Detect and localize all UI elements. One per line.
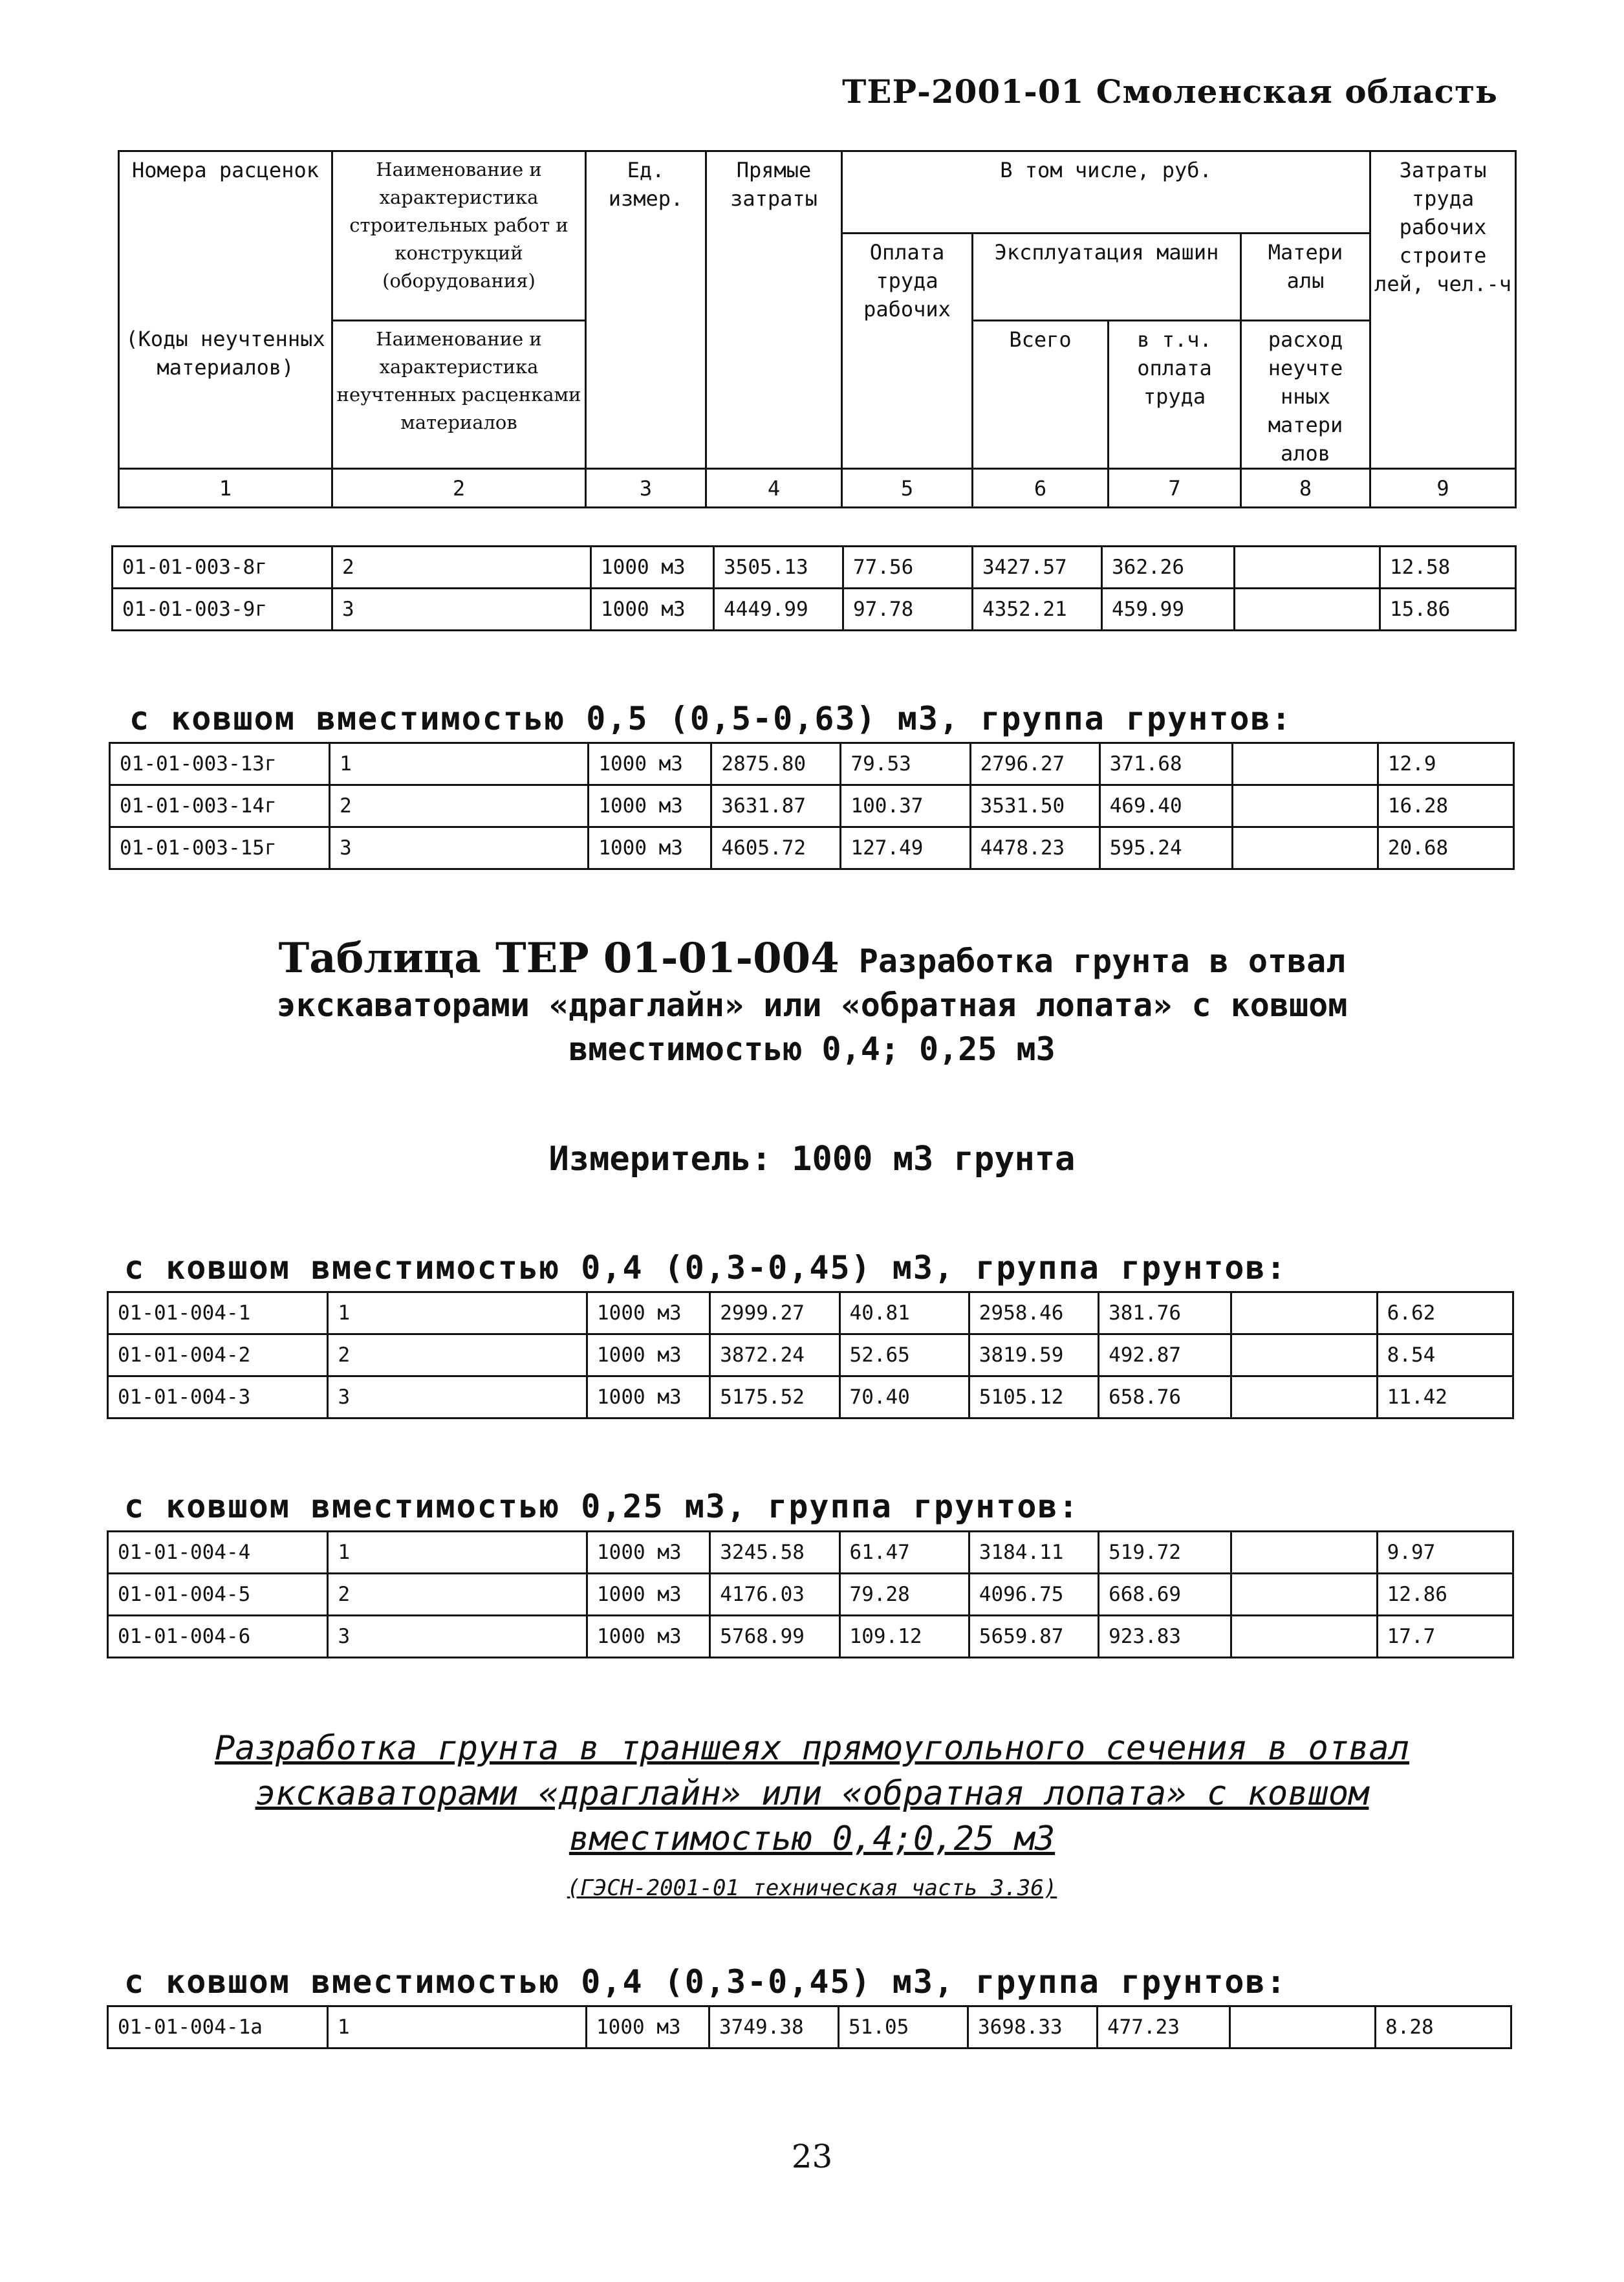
machine-cost: 2796.27 bbox=[970, 743, 1099, 785]
unit: 1000 м3 bbox=[589, 785, 711, 827]
labor-cost: 109.12 bbox=[839, 1616, 969, 1658]
table-row bbox=[108, 1574, 1513, 1616]
rate-code: 01-01-004-4 bbox=[108, 1532, 328, 1574]
labor-cost: 79.28 bbox=[839, 1574, 969, 1616]
table-title-line2: экскаваторами «драглайн» или «обратная лопата» с ковшом bbox=[276, 986, 1348, 1024]
work-name: 2 bbox=[328, 1574, 587, 1616]
machine-labor-cost: 381.76 bbox=[1099, 1292, 1231, 1334]
col-num: 2 bbox=[332, 469, 586, 508]
unit: 1000 м3 bbox=[589, 827, 711, 869]
material-cost bbox=[1232, 743, 1378, 785]
labor-cost: 77.56 bbox=[843, 547, 973, 589]
unit: 1000 м3 bbox=[587, 1376, 710, 1418]
machine-labor-cost: 595.24 bbox=[1099, 827, 1232, 869]
col-num: 1 bbox=[119, 469, 332, 508]
work-name: 2 bbox=[332, 547, 591, 589]
labor-hours: 12.86 bbox=[1377, 1574, 1513, 1616]
col8-top: Матери алы bbox=[1241, 234, 1370, 321]
work-name: 3 bbox=[328, 1616, 587, 1658]
material-cost bbox=[1230, 2006, 1376, 2048]
labor-cost: 52.65 bbox=[839, 1334, 969, 1376]
table-row bbox=[108, 1616, 1513, 1658]
work-name: 1 bbox=[328, 1532, 587, 1574]
machine-labor-cost: 668.69 bbox=[1099, 1574, 1231, 1616]
table-row bbox=[113, 589, 1516, 631]
section-heading-d: с ковшом вместимостью 0,25 м3, группа грунтов: bbox=[124, 1488, 1079, 1525]
rate-code: 01-01-004-1а bbox=[108, 2006, 328, 2048]
material-cost bbox=[1231, 1376, 1377, 1418]
unit: 1000 м3 bbox=[587, 1532, 710, 1574]
col-num: 6 bbox=[973, 469, 1109, 508]
col5-header: Оплата труда рабочих bbox=[842, 234, 973, 469]
rate-code: 01-01-003-9г bbox=[113, 589, 332, 631]
table-title bbox=[0, 934, 1624, 1071]
direct-cost: 4449.99 bbox=[714, 589, 843, 631]
col-num: 5 bbox=[842, 469, 973, 508]
labor-hours: 9.97 bbox=[1377, 1532, 1513, 1574]
labor-cost: 70.40 bbox=[839, 1376, 969, 1418]
direct-cost: 2875.80 bbox=[711, 743, 841, 785]
direct-cost: 2999.27 bbox=[710, 1292, 839, 1334]
machine-labor-cost: 469.40 bbox=[1099, 785, 1232, 827]
labor-hours: 12.9 bbox=[1378, 743, 1513, 785]
unit: 1000 м3 bbox=[591, 547, 714, 589]
rate-code: 01-01-004-5 bbox=[108, 1574, 328, 1616]
col9-header: Затраты труда рабочих строите лей, чел.-ч bbox=[1370, 151, 1516, 469]
unit: 1000 м3 bbox=[587, 1574, 710, 1616]
group-header: В том числе, руб. bbox=[842, 151, 1370, 234]
labor-cost: 40.81 bbox=[839, 1292, 969, 1334]
measure-unit: Измеритель: 1000 м3 грунта bbox=[548, 1140, 1076, 1179]
labor-hours: 16.28 bbox=[1378, 785, 1513, 827]
col4-header: Прямые затраты bbox=[706, 151, 842, 469]
col2-top: Наименование и характеристика строительных работ и конструкций (оборудования) bbox=[332, 151, 586, 321]
machine-labor-cost: 477.23 bbox=[1098, 2006, 1230, 2048]
labor-cost: 79.53 bbox=[841, 743, 970, 785]
work-name: 1 bbox=[330, 743, 589, 785]
table-row bbox=[113, 547, 1516, 589]
labor-cost: 61.47 bbox=[839, 1532, 969, 1574]
col1-bottom: (Коды неучтенных материалов) bbox=[119, 321, 332, 469]
machine-labor-cost: 519.72 bbox=[1099, 1532, 1231, 1574]
machine-labor-cost: 492.87 bbox=[1099, 1334, 1231, 1376]
table-title-line1: Разработка грунта в отвал bbox=[858, 942, 1346, 980]
table-row bbox=[110, 827, 1514, 869]
rates-table-d bbox=[107, 1530, 1514, 1658]
direct-cost: 5175.52 bbox=[710, 1376, 839, 1418]
direct-cost: 4605.72 bbox=[711, 827, 841, 869]
unit: 1000 м3 bbox=[587, 2006, 709, 2048]
machine-cost: 3698.33 bbox=[968, 2006, 1098, 2048]
work-name: 1 bbox=[328, 1292, 587, 1334]
labor-cost: 51.05 bbox=[839, 2006, 968, 2048]
direct-cost: 3872.24 bbox=[710, 1334, 839, 1376]
work-name: 2 bbox=[328, 1334, 587, 1376]
work-name: 1 bbox=[328, 2006, 587, 2048]
subtitle bbox=[0, 1726, 1624, 1911]
work-name: 3 bbox=[330, 827, 589, 869]
machine-cost: 5105.12 bbox=[969, 1376, 1098, 1418]
material-cost bbox=[1231, 1616, 1377, 1658]
unit: 1000 м3 bbox=[589, 743, 711, 785]
subtitle-line3: вместимостью 0,4;0,25 м3 bbox=[568, 1820, 1056, 1858]
section-heading-b: с ковшом вместимостью 0,5 (0,5-0,63) м3, группа грунтов: bbox=[129, 700, 1292, 737]
subtitle-line2: экскаваторами «драглайн» или «обратная лопата» с ковшом bbox=[255, 1774, 1369, 1813]
rates-table-c bbox=[107, 1291, 1514, 1419]
rate-code: 01-01-004-2 bbox=[108, 1334, 328, 1376]
unit: 1000 м3 bbox=[587, 1334, 710, 1376]
machine-labor-cost: 371.68 bbox=[1099, 743, 1232, 785]
machine-labor-cost: 459.99 bbox=[1102, 589, 1235, 631]
labor-hours: 20.68 bbox=[1378, 827, 1513, 869]
rate-code: 01-01-003-15г bbox=[110, 827, 330, 869]
material-cost bbox=[1231, 1334, 1377, 1376]
unit: 1000 м3 bbox=[587, 1292, 710, 1334]
subtitle-note: (ГЭСН-2001-01 техническая часть 3.36) bbox=[567, 1875, 1057, 1901]
direct-cost: 3749.38 bbox=[709, 2006, 839, 2048]
table-row bbox=[108, 1334, 1513, 1376]
machine-labor-cost: 658.76 bbox=[1099, 1376, 1231, 1418]
column-header-table bbox=[118, 150, 1517, 508]
running-header: ТЕР-2001-01 Смоленская область bbox=[842, 72, 1498, 111]
page-number: 23 bbox=[791, 2138, 833, 2175]
work-name: 2 bbox=[330, 785, 589, 827]
direct-cost: 5768.99 bbox=[710, 1616, 839, 1658]
labor-cost: 100.37 bbox=[841, 785, 970, 827]
col-num: 8 bbox=[1241, 469, 1370, 508]
col-num: 3 bbox=[586, 469, 706, 508]
rates-table-e bbox=[107, 2005, 1512, 2049]
labor-hours: 12.58 bbox=[1380, 547, 1516, 589]
machine-cost: 3819.59 bbox=[969, 1334, 1098, 1376]
unit: 1000 м3 bbox=[587, 1616, 710, 1658]
rate-code: 01-01-003-14г bbox=[110, 785, 330, 827]
direct-cost: 3631.87 bbox=[711, 785, 841, 827]
section-heading-c: с ковшом вместимостью 0,4 (0,3-0,45) м3, группа грунтов: bbox=[124, 1249, 1287, 1287]
table-row bbox=[110, 743, 1514, 785]
col6-header: Всего bbox=[973, 321, 1109, 469]
labor-hours: 8.54 bbox=[1377, 1334, 1513, 1376]
material-cost bbox=[1232, 827, 1378, 869]
col-num: 4 bbox=[706, 469, 842, 508]
machine-cost: 4352.21 bbox=[973, 589, 1102, 631]
rate-code: 01-01-004-1 bbox=[108, 1292, 328, 1334]
table-row bbox=[108, 2006, 1511, 2048]
machine-cost: 3427.57 bbox=[973, 547, 1102, 589]
rate-code: 01-01-003-13г bbox=[110, 743, 330, 785]
labor-hours: 15.86 bbox=[1380, 589, 1516, 631]
col7-header: в т.ч. оплата труда bbox=[1109, 321, 1241, 469]
material-cost bbox=[1231, 1574, 1377, 1616]
table-row bbox=[108, 1292, 1513, 1334]
col-num: 7 bbox=[1109, 469, 1241, 508]
col2-bottom: Наименование и характеристика неучтенных расценками материалов bbox=[332, 321, 586, 469]
labor-cost: 97.78 bbox=[843, 589, 973, 631]
rate-code: 01-01-004-3 bbox=[108, 1376, 328, 1418]
table-row bbox=[108, 1376, 1513, 1418]
rate-code: 01-01-004-6 bbox=[108, 1616, 328, 1658]
table-title-prefix: Таблица ТЕР 01-01-004 bbox=[278, 934, 839, 983]
material-cost bbox=[1235, 547, 1380, 589]
labor-cost: 127.49 bbox=[841, 827, 970, 869]
machine-cost: 5659.87 bbox=[969, 1616, 1098, 1658]
rates-table-b bbox=[109, 742, 1515, 870]
direct-cost: 4176.03 bbox=[710, 1574, 839, 1616]
work-name: 3 bbox=[328, 1376, 587, 1418]
subtitle-line1: Разработка грунта в траншеях прямоугольного сечения в отвал bbox=[214, 1729, 1410, 1768]
col3-header: Ед. измер. bbox=[586, 151, 706, 469]
table-title-line3: вместимостью 0,4; 0,25 м3 bbox=[568, 1030, 1056, 1068]
labor-hours: 11.42 bbox=[1377, 1376, 1513, 1418]
labor-hours: 8.28 bbox=[1376, 2006, 1511, 2048]
col1-top: Номера расценок bbox=[119, 151, 332, 321]
table-row bbox=[108, 1532, 1513, 1574]
col8-bottom: расход неучте нных матери алов bbox=[1241, 321, 1370, 469]
machine-labor-cost: 362.26 bbox=[1102, 547, 1235, 589]
work-name: 3 bbox=[332, 589, 591, 631]
machine-cost: 4478.23 bbox=[970, 827, 1099, 869]
table-row bbox=[110, 785, 1514, 827]
direct-cost: 3505.13 bbox=[714, 547, 843, 589]
machine-cost: 3184.11 bbox=[969, 1532, 1098, 1574]
rate-code: 01-01-003-8г bbox=[113, 547, 332, 589]
rates-table-a bbox=[111, 545, 1517, 631]
col67-header: Эксплуатация машин bbox=[973, 234, 1241, 321]
col-num: 9 bbox=[1370, 469, 1516, 508]
labor-hours: 6.62 bbox=[1377, 1292, 1513, 1334]
machine-labor-cost: 923.83 bbox=[1099, 1616, 1231, 1658]
section-heading-e: с ковшом вместимостью 0,4 (0,3-0,45) м3, группа грунтов: bbox=[124, 1963, 1287, 2001]
machine-cost: 4096.75 bbox=[969, 1574, 1098, 1616]
material-cost bbox=[1235, 589, 1380, 631]
direct-cost: 3245.58 bbox=[710, 1532, 839, 1574]
material-cost bbox=[1232, 785, 1378, 827]
machine-cost: 2958.46 bbox=[969, 1292, 1098, 1334]
unit: 1000 м3 bbox=[591, 589, 714, 631]
material-cost bbox=[1231, 1532, 1377, 1574]
machine-cost: 3531.50 bbox=[970, 785, 1099, 827]
labor-hours: 17.7 bbox=[1377, 1616, 1513, 1658]
material-cost bbox=[1231, 1292, 1377, 1334]
